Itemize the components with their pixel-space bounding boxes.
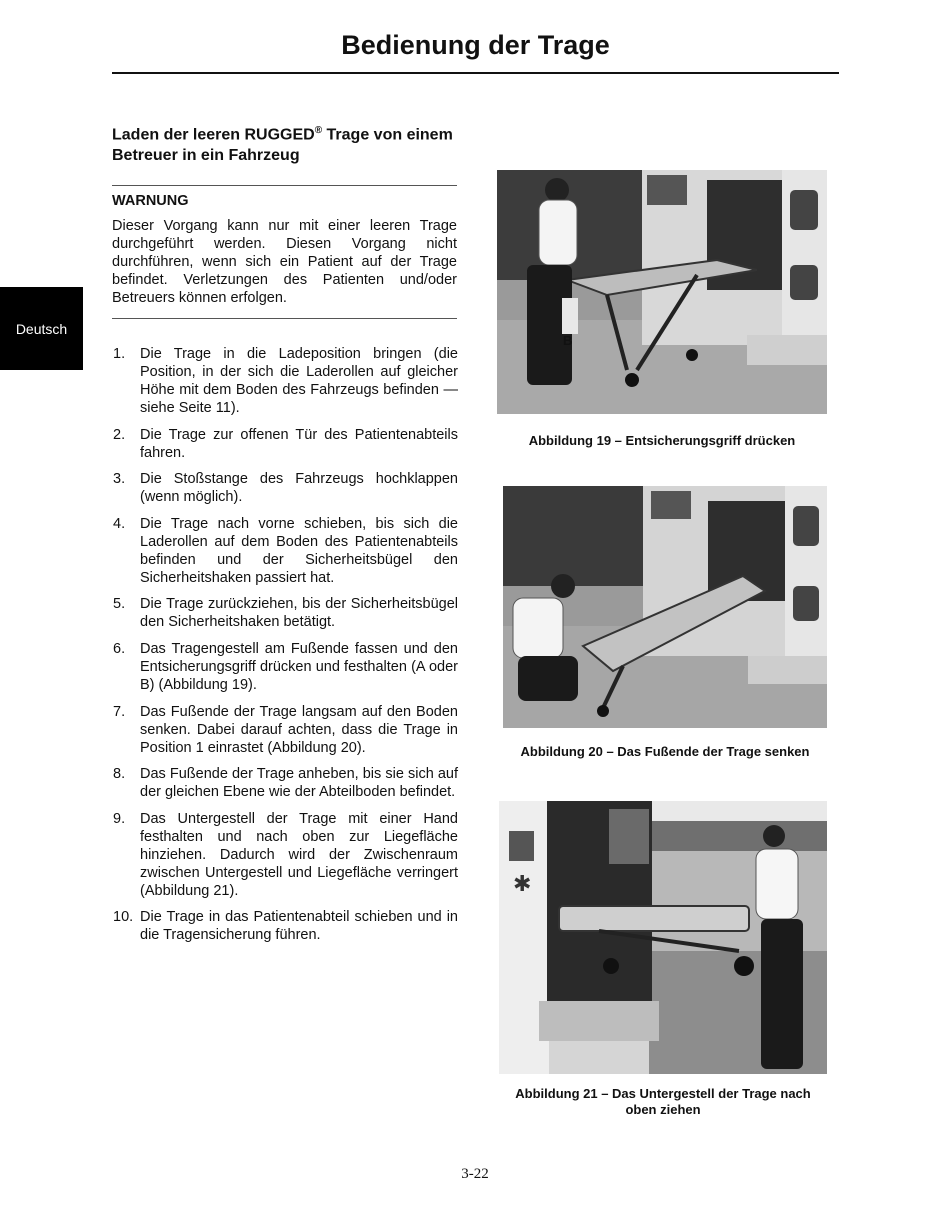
step-text: Das Fußende der Trage langsam auf den Boden senken. Dabei darauf achten, dass die Trage in Position 1 einrastet (Abbildung 20). xyxy=(140,703,458,756)
step-item xyxy=(100,470,458,506)
step-item xyxy=(100,703,458,757)
step-text: Die Trage zurückziehen, bis der Sicherheitsbügel den Sicherheitshaken betätigt. xyxy=(140,596,458,631)
photo-label-b: B xyxy=(563,333,573,348)
step-item xyxy=(100,640,458,694)
step-item xyxy=(100,426,458,462)
step-number: 5. xyxy=(113,596,126,613)
step-item xyxy=(100,908,458,944)
page-number: 3-22 xyxy=(461,1166,489,1182)
step-text: Das Fußende der Trage anheben, bis sie sich auf der gleichen Ebene wie der Abteilboden befindet. xyxy=(140,766,458,801)
figure-21-photo xyxy=(499,801,827,1074)
figure-19-photo xyxy=(497,170,827,414)
page-title: Bedienung der Trage xyxy=(341,30,610,60)
step-number: 2. xyxy=(113,426,126,443)
step-text: Die Stoßstange des Fahrzeugs hochklappen (wenn möglich). xyxy=(140,471,458,506)
step-text: Die Trage nach vorne schieben, bis sich die Laderollen auf dem Boden des Patientenabteils befinden und der Sicherheitsbügel den Sicherheitshaken passiert hat. xyxy=(140,515,458,586)
figure-19-caption: Abbildung 19 – Entsicherungsgriff drücken xyxy=(528,433,796,448)
language-tab: Deutsch xyxy=(0,287,83,370)
step-item xyxy=(100,345,458,417)
svg-text:✱: ✱ xyxy=(513,872,532,897)
step-item xyxy=(100,810,458,900)
warning-label: WARNUNG xyxy=(112,193,189,209)
step-number: 9. xyxy=(113,810,126,827)
step-number: 3. xyxy=(113,471,126,488)
instruction-steps xyxy=(100,345,458,953)
figure-19-illustration xyxy=(497,170,827,414)
warning-text: Dieser Vorgang kann nur mit einer leeren Trage durchgeführt werden. Diesen Vorgang nicht durchführen, wenn sich ein Patient auf der Trage befindet. Verletzungen des Patienten und/oder Betreuers können erfolgen. xyxy=(112,218,457,306)
step-item xyxy=(100,515,458,587)
step-text: Die Trage in das Patientenabteil schieben und in die Tragensicherung führen. xyxy=(140,909,458,944)
step-item xyxy=(100,595,458,631)
step-number: 10. xyxy=(113,909,134,926)
title-divider xyxy=(112,72,839,74)
step-text: Das Tragengestell am Fußende fassen und den Entsicherungsgriff drücken und festhalten (A oder B) (Abbildung 19). xyxy=(140,640,458,693)
warning-bottom-rule xyxy=(112,318,457,319)
warning-top-rule xyxy=(112,185,457,186)
registered-mark: ® xyxy=(314,125,323,136)
figure-20-illustration xyxy=(503,486,827,728)
step-number: 4. xyxy=(113,515,126,532)
step-number: 1. xyxy=(113,346,126,362)
step-item xyxy=(100,765,458,801)
section-heading xyxy=(112,120,462,166)
step-text: Das Untergestell der Trage mit einer Hand festhalten und nach oben zur Liegefläche hinziehen. Dadurch wird der Zwischenraum zwischen Untergestell und Liegefläche verringert (Abbildung 21). xyxy=(140,810,458,899)
step-number: 8. xyxy=(113,766,126,783)
step-number: 6. xyxy=(113,640,126,657)
step-number: 7. xyxy=(113,703,126,720)
step-text: Die Trage in die Ladeposition bringen (die Position, in der sich die Laderollen auf gleicher Höhe mit dem Boden des Fahrzeugs befinden — siehe Seite 11). xyxy=(140,346,458,416)
figure-20-photo xyxy=(503,486,827,728)
section-heading-part: Laden der leeren RUGGED xyxy=(112,126,315,144)
figure-20-caption: Abbildung 20 – Das Fußende der Trage senken xyxy=(520,744,810,759)
step-text: Die Trage zur offenen Tür des Patientenabteils fahren. xyxy=(140,426,458,461)
figure-21-caption: Abbildung 21 – Das Untergestell der Trage nach oben ziehen xyxy=(515,1086,811,1117)
section-heading-part: Trage von einem Betreuer in ein Fahrzeug xyxy=(112,126,453,165)
figure-21-illustration xyxy=(499,801,827,1074)
